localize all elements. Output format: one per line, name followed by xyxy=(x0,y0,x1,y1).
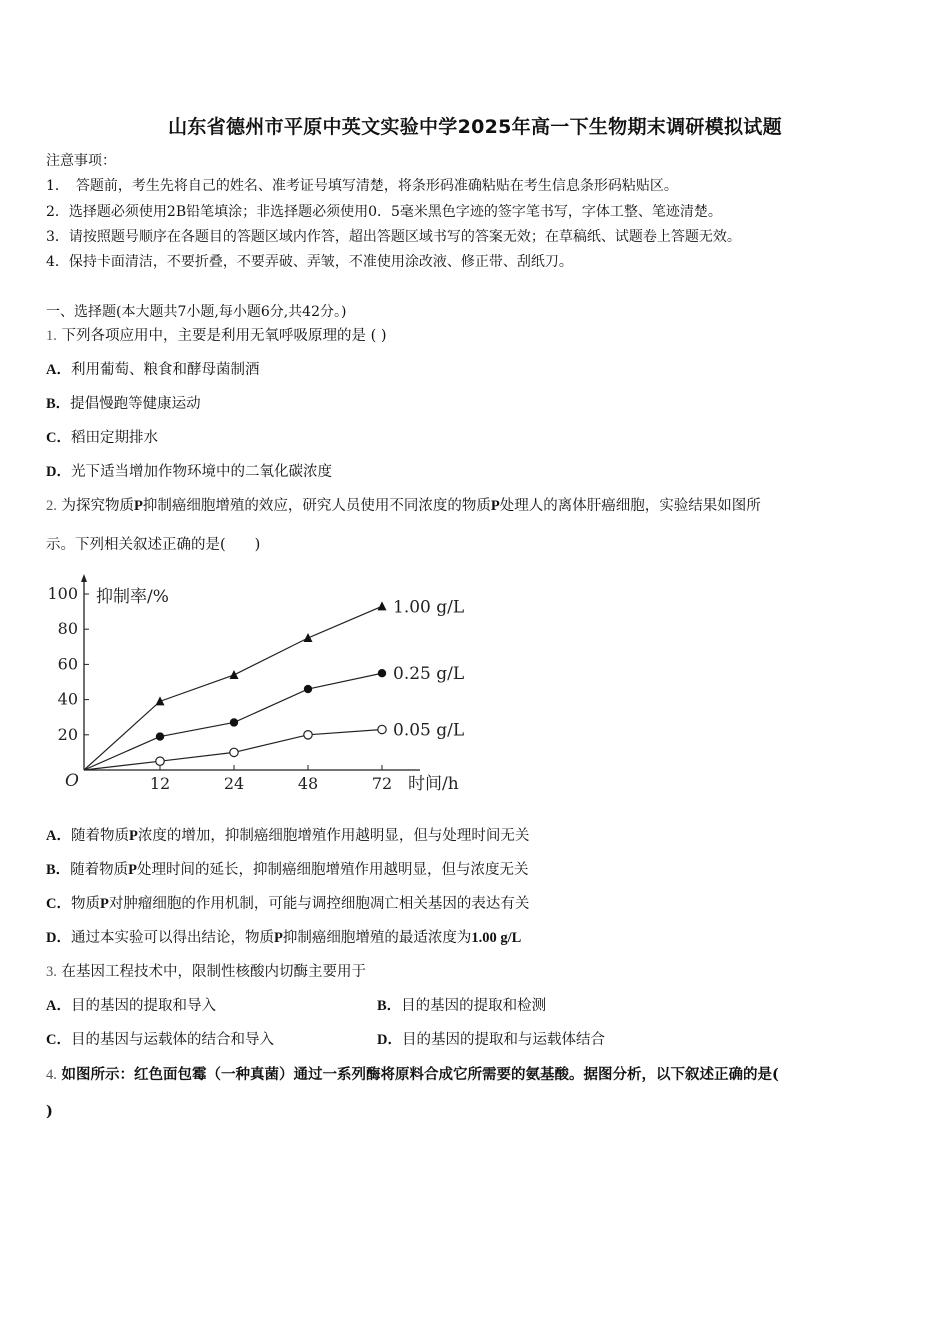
page-title: 山东省德州市平原中英文实验中学2025年高一下生物期末调研模拟试题 xyxy=(168,116,782,138)
q3-option-d xyxy=(377,1031,605,1049)
data-point xyxy=(304,685,312,693)
option-text: 光下适当增加作物环境中的二氧化碳浓度 xyxy=(70,464,332,480)
substance-p: P xyxy=(128,862,138,878)
question-text: 抑制癌细胞增殖的效应，研究人员使用不同浓度的物质 xyxy=(142,498,491,514)
option-text: 对肿瘤细胞的作用机制，可能与调控细胞凋亡相关基因的表达有关 xyxy=(108,896,530,912)
option-letter: A． xyxy=(46,362,71,378)
q1-option-a xyxy=(46,361,259,379)
option-letter: B． xyxy=(46,396,71,412)
inhibition-chart xyxy=(40,566,480,802)
series-label: 1.00 g/L xyxy=(393,597,465,618)
q3-option-c xyxy=(46,1031,274,1049)
notice-item: 4．保持卡面清洁，不要折叠，不要弄破、弄皱，不准使用涂改液、修正带、刮纸刀。 xyxy=(46,254,573,270)
x-tick-label: 12 xyxy=(149,774,171,793)
question-text: 下列各项应用中，主要是利用无氧呼吸原理的是 ( ) xyxy=(61,328,387,344)
y-tick-label: 60 xyxy=(57,654,78,674)
option-text: 目的基因的提取和导入 xyxy=(70,998,216,1014)
option-text: 物质 xyxy=(70,896,100,912)
notice-item: 2．选择题必须使用2B铅笔填涂；非选择题必须使用0．5毫米黑色字迹的签字笔书写，字体工整、笔迹清楚。 xyxy=(46,204,722,220)
q2-option-d xyxy=(46,929,521,947)
q2-option-c xyxy=(46,895,529,913)
substance-p: P xyxy=(273,930,283,946)
option-text: 目的基因的提取和检测 xyxy=(401,998,547,1014)
question-4-stem-line2: ) xyxy=(46,1103,53,1120)
data-point xyxy=(304,633,313,642)
x-axis-title: 时间/h xyxy=(408,774,459,794)
y-axis-arrow xyxy=(81,574,87,582)
substance-p: P xyxy=(133,498,143,514)
substance-p: P xyxy=(490,498,500,514)
y-axis-title: 抑制率/% xyxy=(96,587,169,607)
option-letter: D． xyxy=(377,1032,402,1048)
section-heading: 一、选择题(本大题共7小题,每小题6分,共42分。) xyxy=(46,304,347,320)
option-letter: D． xyxy=(46,464,71,480)
x-tick-label: 24 xyxy=(223,774,245,793)
q1-option-d xyxy=(46,463,332,481)
concentration-value: 1.00 g/L xyxy=(471,930,522,946)
question-text: 为探究物质 xyxy=(61,498,134,514)
q1-option-b xyxy=(46,395,201,413)
option-letter: A． xyxy=(46,828,71,844)
question-1-stem xyxy=(46,327,387,345)
x-tick-label: 72 xyxy=(371,774,393,793)
q3-option-b xyxy=(377,997,546,1015)
notice-item: 3．请按照题号顺序在各题目的答题区域内作答，超出答题区域书写的答案无效；在草稿纸、试题卷上答题无效。 xyxy=(46,229,741,245)
data-point xyxy=(304,731,312,739)
notice-item: 1． 答题前，考生先将自己的姓名、准考证号填写清楚，将条形码准确粘贴在考生信息条形码粘贴区。 xyxy=(46,178,678,194)
question-text: 如图所示：红色面包霉（一种真菌）通过一系列酶将原料合成它所需要的氨基酸。据图分析，以下叙述正确的是( xyxy=(61,1066,779,1083)
option-text: 通过本实验可以得出结论，物质 xyxy=(70,930,274,946)
data-point xyxy=(156,732,164,740)
question-number: 2. xyxy=(46,498,57,514)
question-2-stem-line2: 示。下列相关叙述正确的是( ) xyxy=(46,537,261,553)
y-tick-label: 20 xyxy=(57,724,78,744)
option-letter: D． xyxy=(46,930,71,946)
option-text: 提倡慢跑等健康运动 xyxy=(70,396,201,412)
option-letter: A． xyxy=(46,998,71,1014)
question-2-stem xyxy=(46,497,761,515)
option-letter: C． xyxy=(46,896,71,912)
question-text: 处理人的离体肝癌细胞，实验结果如图所 xyxy=(499,498,761,514)
option-text: 处理时间的延长，抑制癌细胞增殖作用越明显，但与浓度无关 xyxy=(137,862,529,878)
option-text: 浓度的增加，抑制癌细胞增殖作用越明显，但与处理时间无关 xyxy=(137,828,530,844)
option-text: 目的基因与运载体的结合和导入 xyxy=(70,1032,274,1048)
data-point xyxy=(230,670,239,679)
option-letter: C． xyxy=(46,430,71,446)
q3-option-a xyxy=(46,997,216,1015)
question-number: 4. xyxy=(46,1067,57,1083)
data-point xyxy=(378,601,387,610)
chart-svg xyxy=(40,566,480,802)
question-number: 3. xyxy=(46,964,57,980)
y-tick-label: 80 xyxy=(57,619,78,639)
data-point xyxy=(156,757,164,765)
question-4-stem xyxy=(46,1066,779,1084)
option-text: 稻田定期排水 xyxy=(70,430,158,446)
data-point xyxy=(378,669,386,677)
q1-option-c xyxy=(46,429,158,447)
origin-label: O xyxy=(65,771,79,791)
option-text: 目的基因的提取和与运载体结合 xyxy=(401,1032,605,1048)
option-text: 随着物质 xyxy=(70,828,129,844)
series-line xyxy=(84,606,382,770)
option-text: 随着物质 xyxy=(70,862,129,878)
question-text: 在基因工程技术中，限制性核酸内切酶主要用于 xyxy=(61,964,366,980)
series-label: 0.05 g/L xyxy=(393,720,465,741)
option-text: 抑制癌细胞增殖的最适浓度为 xyxy=(282,930,472,946)
option-letter: C． xyxy=(46,1032,71,1048)
notice-heading: 注意事项： xyxy=(46,153,116,169)
series-label: 0.25 g/L xyxy=(393,664,465,685)
y-tick-label: 40 xyxy=(57,689,78,709)
data-point xyxy=(230,748,238,756)
data-point xyxy=(230,718,238,726)
option-letter: B． xyxy=(46,862,71,878)
data-point xyxy=(378,725,386,733)
substance-p: P xyxy=(128,828,138,844)
option-letter: B． xyxy=(377,998,402,1014)
q2-option-b xyxy=(46,861,529,879)
question-3-stem xyxy=(46,963,366,981)
y-tick-label: 100 xyxy=(47,584,78,603)
question-number: 1. xyxy=(46,328,57,344)
option-text: 利用葡萄、粮食和酵母菌制酒 xyxy=(70,362,260,378)
x-tick-label: 48 xyxy=(297,774,319,793)
q2-option-a xyxy=(46,827,529,845)
substance-p: P xyxy=(99,896,109,912)
